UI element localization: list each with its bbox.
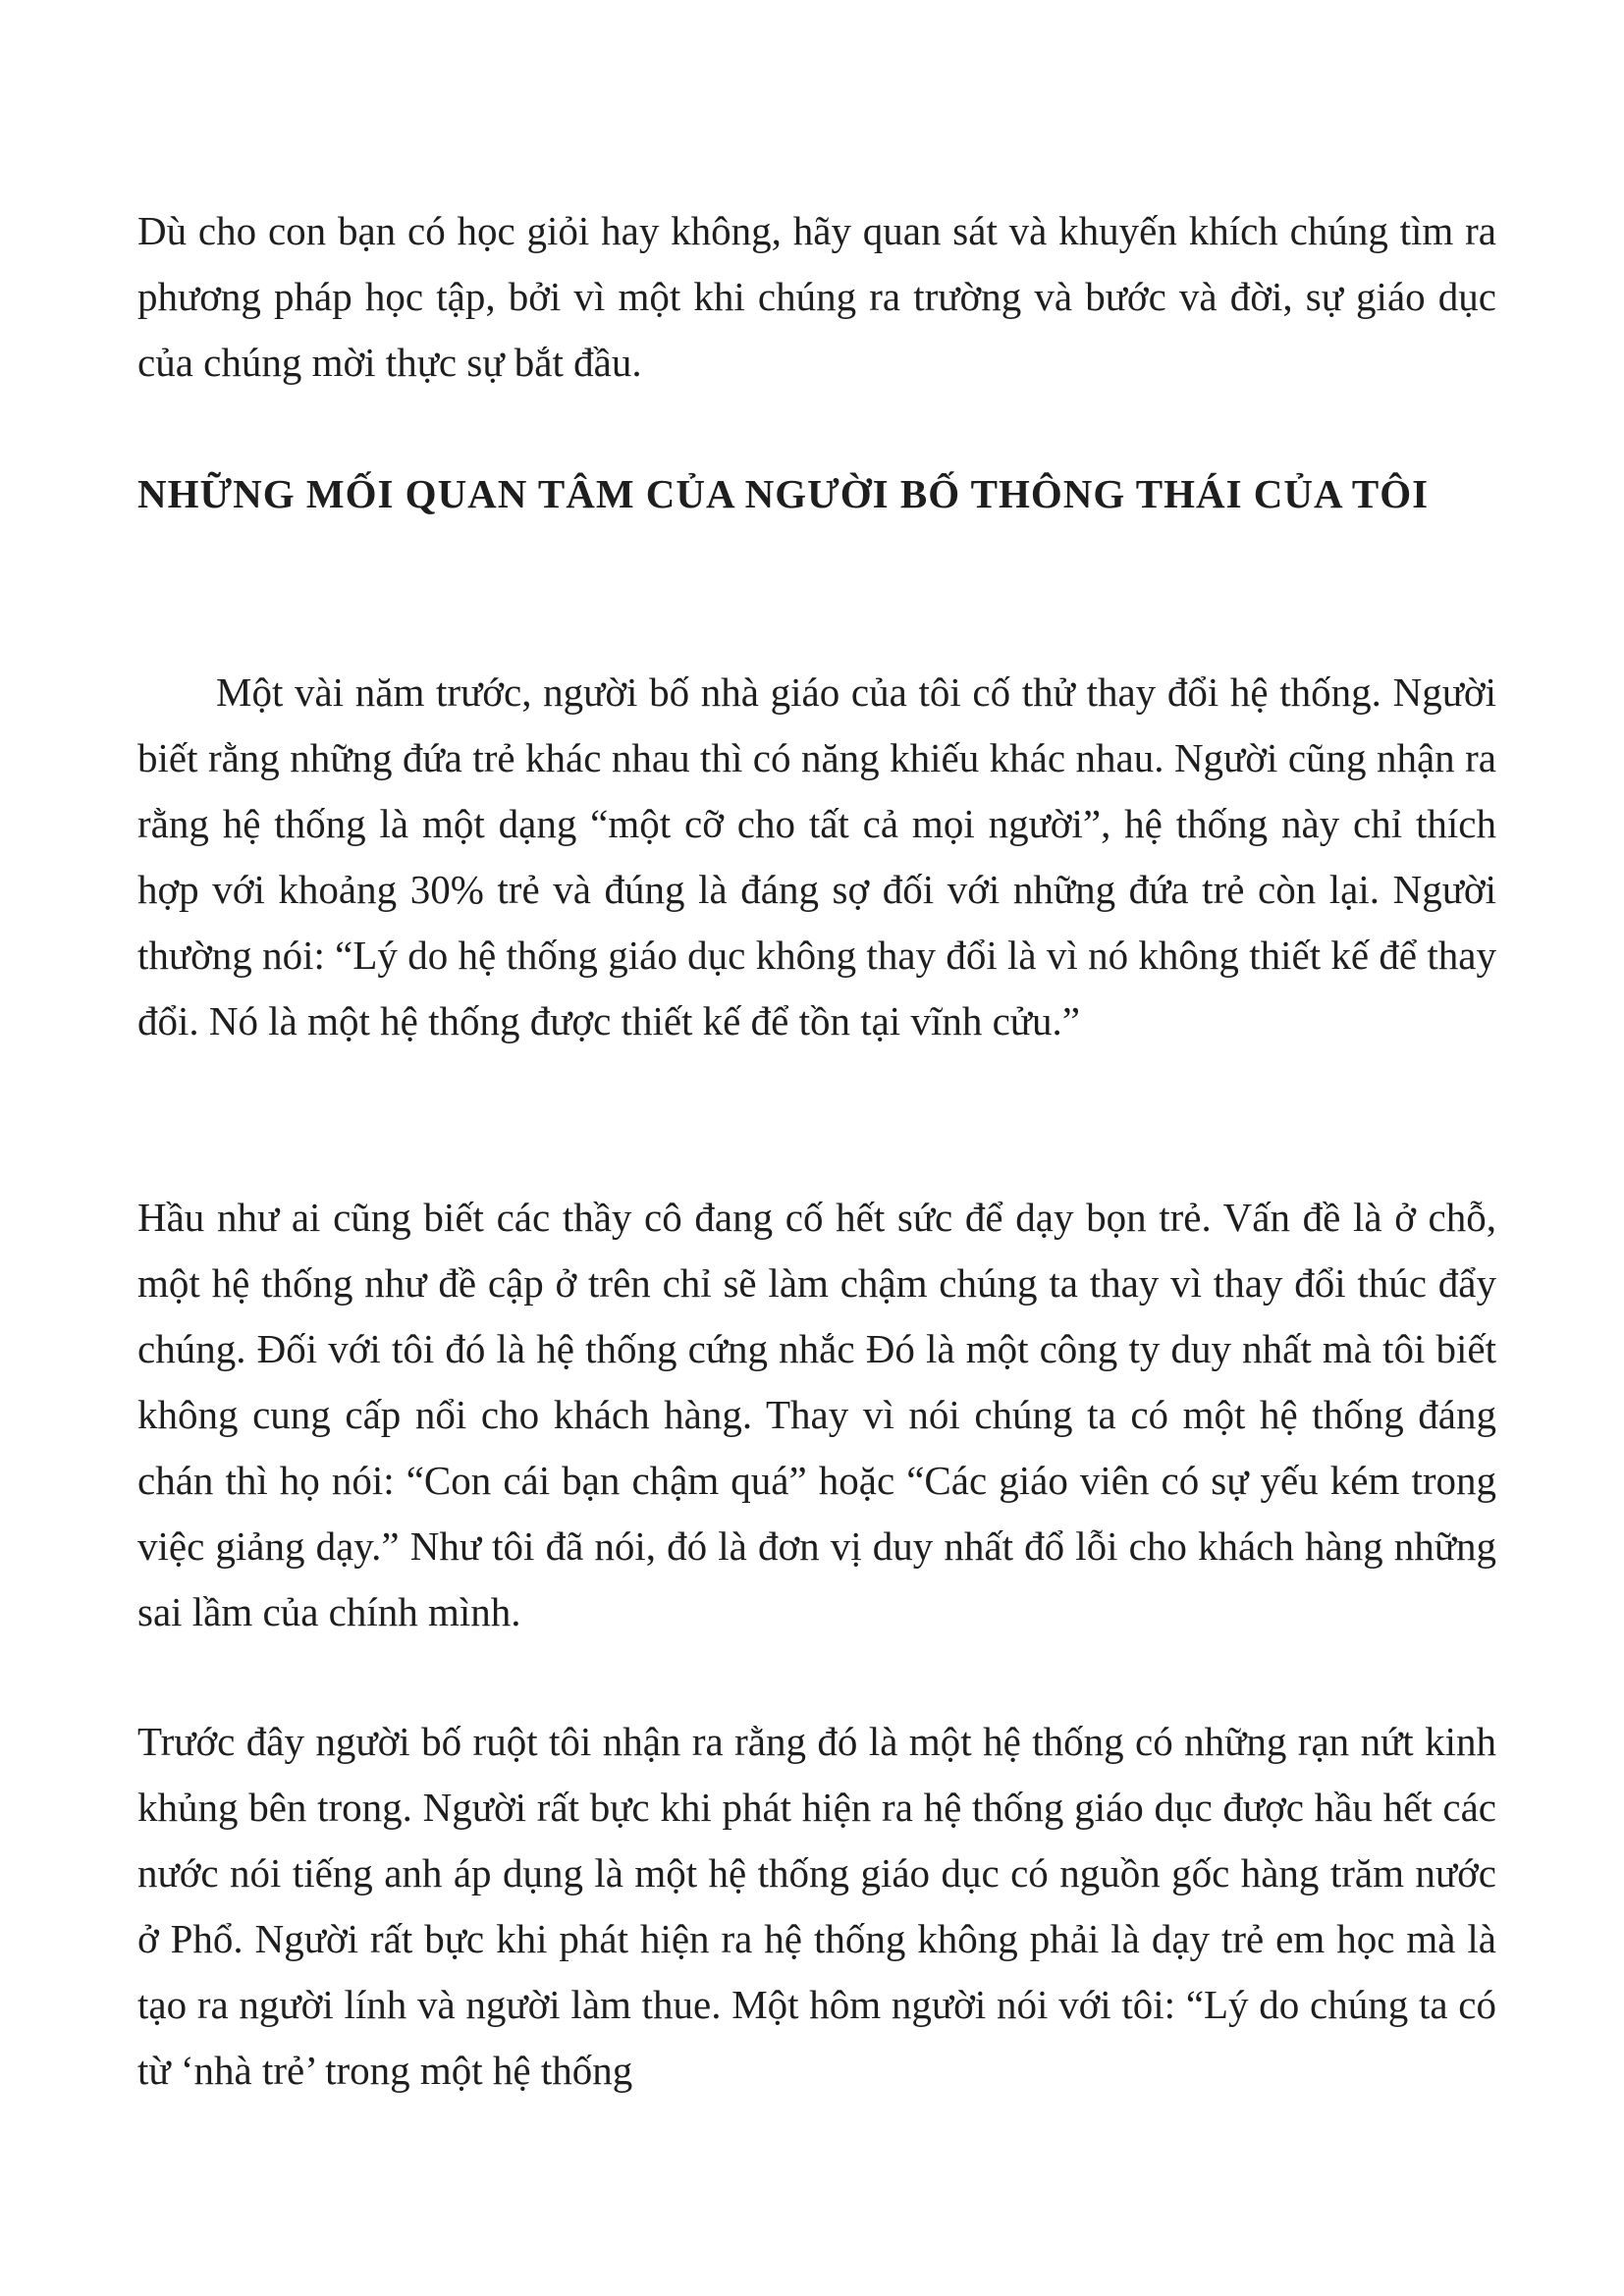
paragraph-4: Trước đây người bố ruột tôi nhận ra rằng đó là một hệ thống có những rạn nứt kinh khủng bên trong. Người rất bực khi phát hiện ra hệ thống giáo dục được hầu hết các nước nói tiếng anh áp dụng là một hệ thống giáo dục có nguồn gốc hàng trăm nước ở Phổ. Người rất bực khi phát hiện ra hệ thống không phải là dạy trẻ em học mà là tạo ra người lính và người làm thue. Một hôm người nói với tôi: “Lý do chúng ta có từ ‘nhà trẻ’ trong một hệ thống [137, 1719, 1496, 2093]
paragraph-2: Một vài năm trước, người bố nhà giáo của tôi cố thử thay đổi hệ thống. Người biết rằng những đứa trẻ khác nhau thì có năng khiếu khác nhau. Người cũng nhận ra rằng hệ thống là một dạng “một cỡ cho tất cả mọi người”, hệ thống này chỉ thích hợp với khoảng 30% trẻ và đúng là đáng sợ đối với những đứa trẻ còn lại. Người thường nói: “Lý do hệ thống giáo dục không thay đổi là vì nó không thiết kế để thay đổi. Nó là một hệ thống được thiết kế để tồn tại vĩnh cửu.” [137, 669, 1496, 1043]
paragraph-1: Dù cho con bạn có học giỏi hay không, hãy quan sát và khuyến khích chúng tìm ra phương pháp học tập, bởi vì một khi chúng ra trường và bước và đời, sự giáo dục của chúng mời thực sự bắt đầu. [137, 208, 1496, 385]
section-heading: NHỮNG MỐI QUAN TÂM CỦA NGƯỜI BỐ THÔNG THÁI CỦA TÔI [137, 471, 1430, 516]
paragraph-3: Hầu như ai cũng biết các thầy cô đang cố hết sức để dạy bọn trẻ. Vấn đề là ở chỗ, một hệ thống như đề cập ở trên chỉ sẽ làm chậm chúng ta thay vì thay đổi thúc đẩy chúng. Đối với tôi đó là hệ thống cứng nhắc Đó là một công ty duy nhất mà tôi biết không cung cấp nổi cho khách hàng. Thay vì nói chúng ta có một hệ thống đáng chán thì họ nói: “Con cái bạn chậm quá” hoặc “Các giáo viên có sự yếu kém trong việc giảng dạy.” Như tôi đã nói, đó là đơn vị duy nhất đổ lỗi cho khách hàng những sai lầm của chính mình. [137, 1195, 1496, 1634]
